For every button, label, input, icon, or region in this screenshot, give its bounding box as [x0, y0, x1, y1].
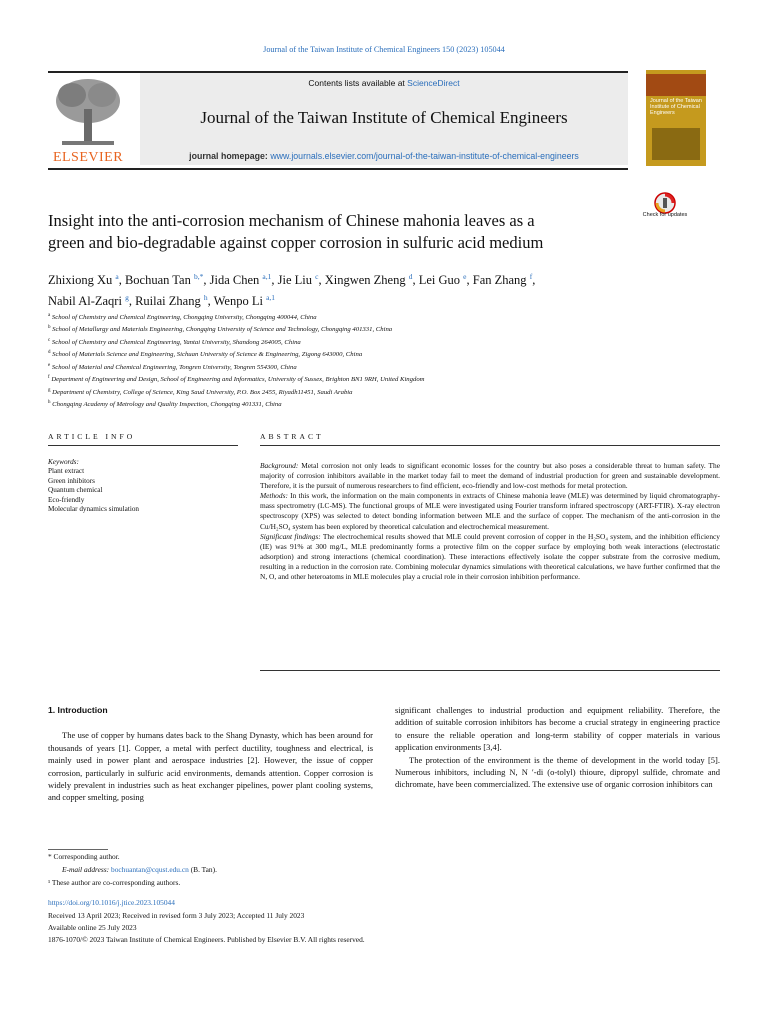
author-affiliation-marker[interactable]: f — [529, 272, 533, 281]
author-affiliation-marker[interactable]: a,1 — [262, 272, 272, 281]
article-info-heading: ARTICLE INFO — [48, 432, 136, 441]
affiliation-text: Department of Engineering and Design, School of Engineering and Informatics, University of Sussex, Brighton BN1 9RH, United Kingdom — [51, 376, 425, 384]
author-name[interactable]: Xingwen Zheng — [324, 273, 406, 288]
affiliation-item — [48, 323, 668, 335]
abstract-heading: ABSTRACT — [260, 432, 324, 441]
footnote-co-corresponding: ¹ These author are co-corresponding authors. — [48, 878, 181, 887]
title-line-2: green and bio-degradable against copper corrosion in sulfuric acid medium — [48, 233, 544, 252]
check-for-updates-label: Check for updates — [642, 212, 688, 218]
background-text: Metal corrosion not only leads to significant economic losses for the country but also poses a considerable threat to human safety. The majority of corrosion inhibitors available in the market today fail to meet the demand of industrial production for green and sustainable development. Therefore, it is the pursuit of numerous researchers to find efficient, eco-friendly and low-cost methods for metal protection. — [260, 461, 720, 491]
affiliation-text: School of Chemistry and Chemical Engineering, Chongqing University, Chongqing 400044, China — [51, 314, 317, 322]
keyword-item[interactable]: Green inhibitors — [48, 476, 95, 485]
journal-cover-thumbnail[interactable] — [646, 70, 706, 166]
affiliation-key: a — [48, 313, 51, 318]
affiliation-key: h — [48, 400, 51, 406]
author-affiliation-marker[interactable]: g — [125, 293, 129, 303]
running-head: Journal of the Taiwan Institute of Chemical Engineers 150 (2023) 105044 — [263, 45, 505, 54]
affiliation-key: g — [48, 387, 51, 393]
affiliation-text: School of Metallurgy and Materials Engineering, Chongqing University of Science and Technology, Chongqing 401331, China — [52, 326, 393, 334]
author-name[interactable]: Bochuan Tan — [124, 273, 191, 288]
affiliation-item — [48, 373, 668, 385]
email-link[interactable]: bochuantan@cqust.edu.cn — [111, 865, 189, 874]
author-affiliation-marker[interactable]: d — [408, 272, 413, 281]
author-name[interactable]: Jida Chen — [209, 273, 260, 288]
author-affiliation-marker[interactable]: a,1 — [266, 293, 276, 303]
intro-paragraph-2: The protection of the environment is the theme of development in the world today [5]. Numerous inhibitors, including N, N ′-di (o-tolyl) thioure, dipropyl sulfide, chromate and dichromate, have been commercialized. The extensive use of organic corrosion inhibitors can — [395, 754, 720, 790]
footnote-email — [62, 865, 217, 876]
body-left-column — [48, 704, 373, 804]
findings-text: The electrochemical results showed that MLE could prevent corrosion of copper in the H₂SO₄ system, and the inhibition efficiency (IE) was 91% at 300 mg/L, MLE predominantly forms a protective film on the copper surface by employing both weak interactions (electrostatic adsorption) and strong interactions (chemical coordination). These interactions effectively isolate the copper substrate from the corrosive medium, resulting in a reduction in the corrosion rate. Combining molecular dynamics simulations with theoretical calculations, we have further confirmed that the N, O, and other heteroatoms in MLE molecules play a crucial role in their corrosion inhibition performance. — [260, 531, 720, 582]
abstract-text — [260, 461, 720, 582]
affiliation-item — [48, 386, 668, 398]
affiliation-item — [48, 348, 668, 360]
title-line-1: Insight into the anti-corrosion mechanism of Chinese mahonia leaves as a — [48, 211, 535, 230]
affiliation-key: f — [48, 375, 50, 381]
author-name[interactable]: Nabil Al-Zaqri — [48, 294, 122, 309]
keywords-block — [48, 458, 238, 514]
affiliation-text: Chongqing Academy of Metrology and Quality Inspection, Chongqing 401331, China — [52, 401, 282, 409]
doi-link[interactable]: https://doi.org/10.1016/j.jtice.2023.105044 — [48, 898, 175, 907]
section-heading-introduction: 1. Introduction — [48, 705, 108, 715]
elsevier-wordmark: ELSEVIER — [52, 150, 124, 165]
author-name[interactable]: Zhixiong Xu — [48, 273, 113, 288]
email-suffix: (B. Tan). — [188, 865, 217, 874]
copyright-line: 1876-1070/© 2023 Taiwan Institute of Chemical Engineers. Published by Elsevier B.V. All rights reserved. — [48, 935, 365, 944]
author-affiliation-marker[interactable]: h — [203, 293, 208, 303]
author-affiliation-marker[interactable]: a — [115, 272, 119, 281]
keyword-item[interactable]: Plant extract — [48, 467, 85, 476]
contents-prefix: Contents lists available at — [308, 78, 408, 88]
affiliation-list — [48, 311, 668, 411]
author-name[interactable]: Wenpo Li — [213, 294, 263, 309]
affiliation-item — [48, 398, 668, 410]
header-bottom-rule — [48, 168, 628, 170]
homepage-label: journal homepage: — [189, 151, 271, 161]
background-label: Background: — [260, 461, 299, 470]
cover-band — [646, 74, 706, 96]
journal-homepage — [140, 151, 628, 161]
check-for-updates-icon[interactable] — [647, 192, 683, 230]
affiliation-key: b — [48, 325, 51, 331]
affiliation-text: School of Material and Chemical Engineering, Tongren University, Tongren 554300, China — [51, 363, 297, 371]
cover-title: Journal of the Taiwan Institute of Chemical Engineers — [650, 98, 702, 116]
received-dates: Received 13 April 2023; Received in revised form 3 July 2023; Accepted 11 July 2023 — [48, 911, 305, 920]
author-affiliation-marker[interactable]: b,* — [193, 272, 204, 281]
footnote-corresponding: * Corresponding author. — [48, 852, 120, 861]
contents-line — [140, 78, 628, 88]
journal-title: Journal of the Taiwan Institute of Chemical Engineers — [200, 108, 568, 127]
keyword-item[interactable]: Quantum chemical — [48, 486, 103, 495]
author-name[interactable]: Lei Guo — [418, 273, 461, 288]
article-title — [48, 210, 638, 254]
affiliation-item — [48, 361, 668, 373]
footnote-rule — [48, 849, 108, 850]
affiliation-text: School of Materials Science and Engineering, Sichuan University of Science & Engineering, Zigong 643000, China — [52, 351, 363, 359]
affiliation-item — [48, 336, 668, 348]
affiliation-key: e — [48, 362, 51, 368]
keyword-item[interactable]: Eco-friendly — [48, 495, 85, 504]
author-affiliation-marker[interactable]: c — [315, 272, 319, 281]
keyword-item[interactable]: Molecular dynamics simulation — [48, 505, 140, 514]
keywords-list — [48, 467, 238, 514]
affiliation-text: School of Chemistry and Chemical Engineering, Yantai University, Shandong 264005, China — [51, 339, 301, 347]
author-name[interactable]: Ruilai Zhang — [135, 294, 201, 309]
abstract-bottom-rule — [260, 670, 720, 671]
author-list: Zhixiong Xu $^a$, Bochuan Tan $^{b,*}$, Jida Chen $^{a,1}$, Jie Liu $^c$, Xingwen Zheng $^d$, Lei Guo $^e$, Fan Zhang $^f$, Nabil Al-Zaqri $^g$, Ruilai Zhang $^h$, Wenpo Li $^{a,1}$ — [48, 272, 536, 309]
findings-label: Significant findings: — [260, 531, 321, 541]
email-label: E-mail address: — [62, 865, 110, 874]
homepage-link[interactable]: www.journals.elsevier.com/journal-of-the-taiwan-institute-of-chemical-engineers — [270, 151, 579, 161]
methods-text: In this work, the information on the main components in extracts of Chinese mahonia leave (MLE) was determined by liquid chromatography-mass spectrometry (LC-MS). The functional groups of MLE were investigated using Fourier transform infrared spectroscopy (ART-FTIR). X-ray electron spectroscopy (XPS) was selected to detect bonding information between MLE and the surface of copper. The mechanism of the anti-corrosion in the Cu/H₂SO₄ system has been explored by theoretical calculation and electrochemical measurement. — [260, 491, 720, 531]
intro-paragraph-1: The use of copper by humans dates back to the Shang Dynasty, which has been around for thousands of years [1]. Copper, a metal with perfect ductility, toughness and electrical, is mainly used in power plant and aerospace industries [2]. However, the issue of copper corrosion, particularly in sulfuric acid environments, demands attention. Copper corrosion is widely prevalent in industries such as heat exchanger pipelines, power plant cooling systems, and copper smelting, posing — [48, 730, 373, 803]
keywords-label: Keywords: — [48, 458, 79, 466]
sciencedirect-link[interactable]: ScienceDirect — [407, 78, 460, 88]
affiliation-key: c — [48, 337, 51, 343]
author-affiliation-marker[interactable]: e — [463, 272, 467, 281]
affiliation-text: Department of Chemistry, College of Science, King Saud University, P.O. Box 2455, Riyadh11451, Saudi Arabia — [52, 388, 353, 396]
affiliation-item — [48, 311, 668, 323]
cover-image — [652, 128, 700, 160]
affiliation-key: d — [48, 350, 51, 356]
available-online: Available online 25 July 2023 — [48, 923, 137, 932]
intro-paragraph-1-cont: significant challenges to industrial production and equipment reliability. Therefore, the addition of suitable corrosion inhibitors has become a crucial strategy in engineering practice to ensure the reliable operation and long-term stability of copper materials in various application environments [3,4]. — [395, 705, 720, 753]
author-name[interactable]: Jie Liu — [277, 273, 312, 288]
abstract-top-rule — [260, 445, 720, 446]
body-right-column — [395, 704, 720, 791]
article-info-rule — [48, 445, 238, 446]
methods-label: Methods: — [260, 491, 288, 501]
author-name[interactable]: Fan Zhang — [472, 273, 527, 288]
